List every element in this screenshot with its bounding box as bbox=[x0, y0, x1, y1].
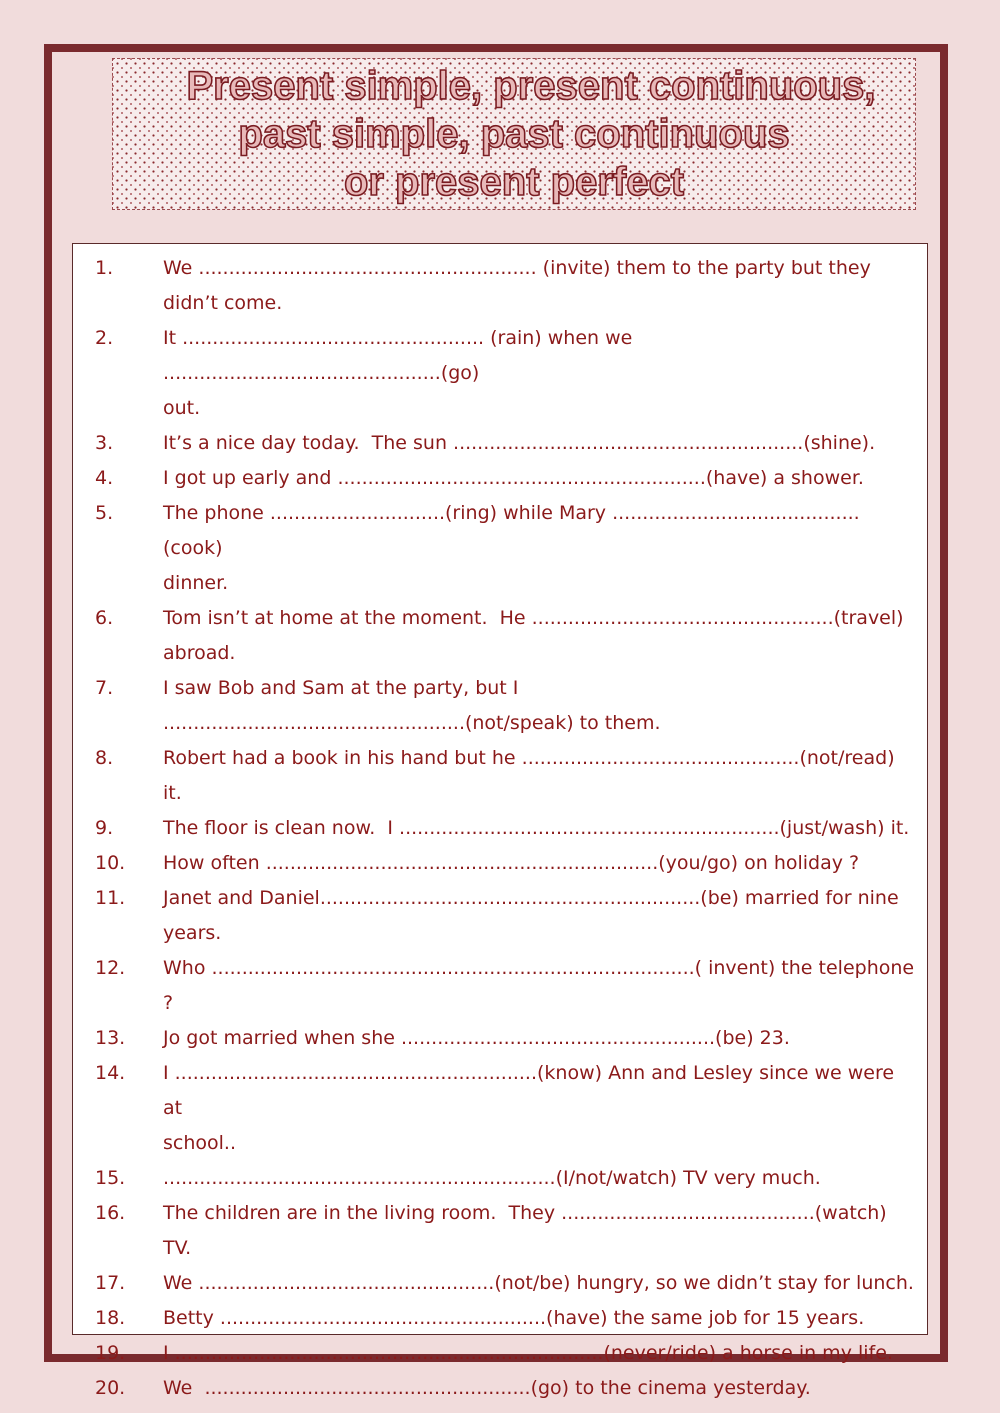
exercise-number: 17. bbox=[95, 1272, 126, 1294]
exercise-text: The floor is clean now. I ...............................................................(just/wash) it. bbox=[163, 817, 910, 839]
exercise-item bbox=[95, 881, 915, 951]
exercise-text: Betty ......................................................(have) the same job for 15 years. bbox=[163, 1307, 865, 1329]
exercise-number: 7. bbox=[95, 677, 114, 699]
exercise-text: It .................................................. (rain) when we ..............................................(go) out. bbox=[163, 327, 639, 419]
exercise-item bbox=[95, 1371, 915, 1406]
exercise-number: 20. bbox=[95, 1377, 126, 1399]
title-banner bbox=[112, 58, 916, 210]
exercise-text: I saw Bob and Sam at the party, but I ..................................................(not/speak) to them. bbox=[163, 677, 661, 734]
exercise-number: 6. bbox=[95, 607, 114, 629]
exercise-number: 19. bbox=[95, 1342, 126, 1364]
exercise-text: I ............................................................(know) Ann and Lesley since we were at school.. bbox=[163, 1062, 901, 1154]
exercise-number: 11. bbox=[95, 887, 126, 909]
exercise-text: I .......................................................................(never/ride) a horse in my life. bbox=[163, 1342, 893, 1364]
exercise-list bbox=[95, 251, 921, 1406]
exercise-text: Robert had a book in his hand but he ..............................................(not/read) it. bbox=[163, 747, 895, 804]
exercise-item bbox=[95, 741, 915, 811]
exercise-number: 1. bbox=[95, 257, 114, 279]
title-line-1: Present simple, present continuous, bbox=[186, 64, 876, 108]
exercise-text: It’s a nice day today. The sun ..........................................................(shine). bbox=[163, 432, 876, 454]
exercise-item bbox=[95, 1056, 915, 1161]
title-line-3: or present perfect bbox=[343, 160, 685, 204]
exercise-number: 15. bbox=[95, 1167, 126, 1189]
exercise-text: Who ................................................................................( invent) the telephone ? bbox=[163, 957, 921, 1014]
exercise-item bbox=[95, 426, 915, 461]
exercise-item bbox=[95, 461, 915, 496]
exercise-number: 14. bbox=[95, 1062, 126, 1084]
exercise-text: The phone .............................(ring) while Mary .........................................(cook) dinner. bbox=[163, 502, 860, 594]
exercise-item bbox=[95, 811, 915, 846]
exercise-item bbox=[95, 1196, 915, 1266]
exercise-text: We ........................................................ (invite) them to the party but they didn’t come. bbox=[163, 257, 871, 314]
exercise-item bbox=[95, 601, 915, 671]
exercise-text: The children are in the living room. They ..........................................(watch) TV. bbox=[163, 1202, 887, 1259]
exercise-text: We .................................................(not/be) hungry, so we didn’t stay for lunch. bbox=[163, 1272, 914, 1294]
exercise-item bbox=[95, 321, 915, 426]
title-line-2: past simple, past continuous bbox=[238, 112, 790, 156]
exercise-number: 10. bbox=[95, 852, 126, 874]
exercise-text: We ......................................................(go) to the cinema yesterday. bbox=[163, 1377, 811, 1399]
exercise-item bbox=[95, 1336, 915, 1371]
exercise-number: 13. bbox=[95, 1027, 126, 1049]
exercise-item bbox=[95, 951, 921, 1021]
exercise-number: 16. bbox=[95, 1202, 126, 1224]
exercise-text: I got up early and .............................................................(have) a shower. bbox=[163, 467, 864, 489]
exercise-text: .................................................................(I/not/watch) TV very much. bbox=[163, 1167, 821, 1189]
exercise-number: 3. bbox=[95, 432, 114, 454]
exercise-number: 5. bbox=[95, 502, 114, 524]
exercise-text: Tom isn’t at home at the moment. He ..................................................(travel) abroad. bbox=[163, 607, 904, 664]
exercise-text: Janet and Daniel...............................................................(be) married for nine years. bbox=[163, 887, 899, 944]
exercise-text: How often .................................................................(you/go) on holiday ? bbox=[163, 852, 860, 874]
exercise-number: 8. bbox=[95, 747, 114, 769]
exercise-number: 12. bbox=[95, 957, 126, 979]
exercise-number: 9. bbox=[95, 817, 114, 839]
exercise-item bbox=[95, 846, 915, 881]
exercise-item bbox=[95, 496, 915, 601]
exercise-number: 18. bbox=[95, 1307, 126, 1329]
exercise-sheet bbox=[72, 243, 928, 1399]
exercise-item bbox=[95, 1021, 915, 1056]
exercise-number: 2. bbox=[95, 327, 114, 349]
exercise-item bbox=[95, 1301, 915, 1336]
exercise-item bbox=[95, 1161, 915, 1196]
exercise-item bbox=[95, 671, 915, 741]
exercise-item bbox=[95, 1266, 915, 1301]
exercise-item bbox=[95, 251, 915, 321]
exercise-text: Jo got married when she ....................................................(be) 23. bbox=[163, 1027, 790, 1049]
exercise-number: 4. bbox=[95, 467, 114, 489]
